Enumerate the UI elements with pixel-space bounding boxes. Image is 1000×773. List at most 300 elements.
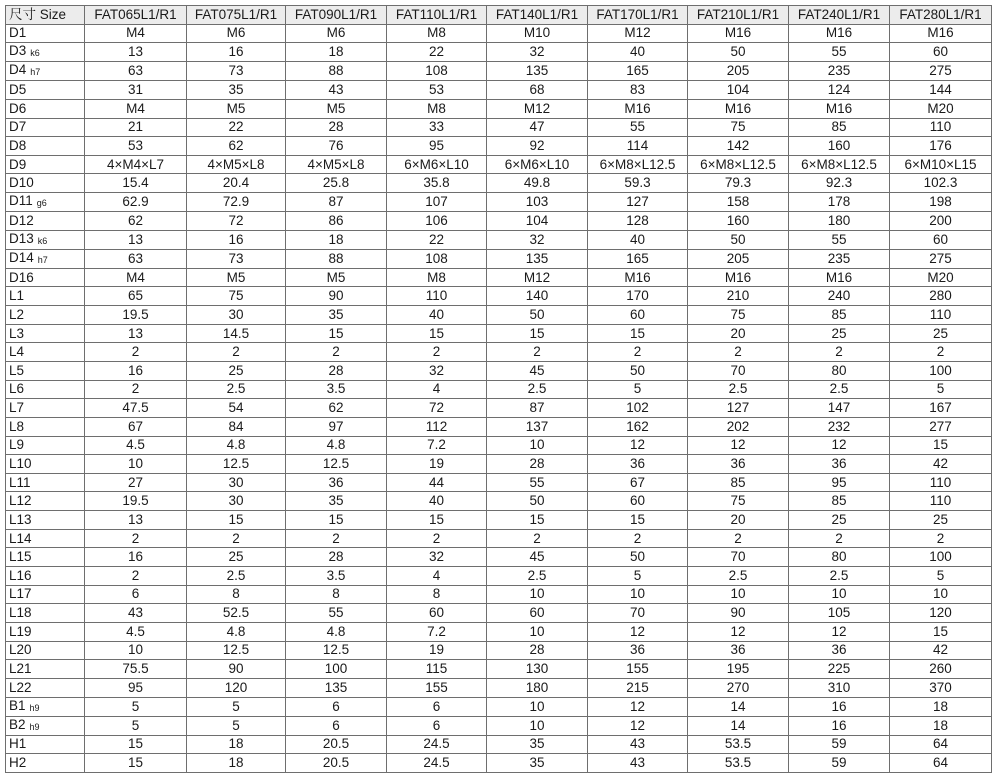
value-cell: M6 <box>286 24 387 43</box>
row-label: L5 <box>9 362 25 378</box>
value-cell: 50 <box>688 43 789 62</box>
value-cell: 280 <box>890 287 992 306</box>
value-cell: 6×M6×L10 <box>387 155 487 174</box>
value-cell: 4.8 <box>187 622 286 641</box>
row-label: L10 <box>9 455 32 471</box>
value-cell: 100 <box>890 548 992 567</box>
value-cell: 158 <box>688 193 789 212</box>
value-cell: 8 <box>286 585 387 604</box>
tolerance-label: h7 <box>37 254 48 265</box>
value-cell: M20 <box>890 268 992 287</box>
value-cell: 13 <box>85 511 187 530</box>
value-cell: 205 <box>688 62 789 81</box>
value-cell: 36 <box>286 473 387 492</box>
value-cell: 21 <box>85 118 187 137</box>
row-label: D4 <box>9 62 27 78</box>
value-cell: 235 <box>789 62 890 81</box>
value-cell: 85 <box>789 306 890 325</box>
row-label-cell <box>6 417 85 436</box>
value-cell: 110 <box>387 287 487 306</box>
dimension-spec-table <box>5 5 992 773</box>
value-cell: 2 <box>688 529 789 548</box>
header-model-cell: FAT090L1/R1 <box>286 6 387 25</box>
value-cell: 12.5 <box>187 455 286 474</box>
value-cell: 12 <box>688 436 789 455</box>
value-cell: 14 <box>688 697 789 716</box>
value-cell: 92.3 <box>789 174 890 193</box>
table-row <box>6 529 992 548</box>
value-cell: 135 <box>487 62 588 81</box>
value-cell: 18 <box>187 754 286 773</box>
value-cell: 4 <box>387 380 487 399</box>
value-cell: 95 <box>387 137 487 156</box>
value-cell: 43 <box>85 604 187 623</box>
value-cell: 170 <box>588 287 688 306</box>
row-label-cell <box>6 399 85 418</box>
row-label-cell <box>6 62 85 81</box>
header-model-cell: FAT210L1/R1 <box>688 6 789 25</box>
row-label-cell <box>6 622 85 641</box>
value-cell: 4.8 <box>187 436 286 455</box>
value-cell: 30 <box>187 306 286 325</box>
value-cell: 2 <box>187 343 286 362</box>
table-row <box>6 697 992 716</box>
value-cell: 107 <box>387 193 487 212</box>
value-cell: M10 <box>487 24 588 43</box>
value-cell: 2 <box>588 343 688 362</box>
value-cell: 36 <box>688 455 789 474</box>
table-row <box>6 455 992 474</box>
row-label-cell <box>6 99 85 118</box>
value-cell: 44 <box>387 473 487 492</box>
row-label-cell <box>6 249 85 268</box>
value-cell: 10 <box>487 622 588 641</box>
value-cell: 155 <box>387 678 487 697</box>
table-row <box>6 585 992 604</box>
header-model-cell: FAT075L1/R1 <box>187 6 286 25</box>
table-row <box>6 62 992 81</box>
value-cell: 18 <box>187 735 286 754</box>
value-cell: 49.8 <box>487 174 588 193</box>
row-label: L1 <box>9 288 25 304</box>
value-cell: 35 <box>286 492 387 511</box>
value-cell: 2 <box>890 343 992 362</box>
value-cell: 95 <box>85 678 187 697</box>
value-cell: 50 <box>588 361 688 380</box>
row-label-cell <box>6 324 85 343</box>
value-cell: 70 <box>688 361 789 380</box>
value-cell: 30 <box>187 492 286 511</box>
value-cell: 13 <box>85 43 187 62</box>
value-cell: 162 <box>588 417 688 436</box>
value-cell: 16 <box>187 43 286 62</box>
value-cell: 6×M6×L10 <box>487 155 588 174</box>
table-body <box>6 24 992 772</box>
value-cell: M12 <box>487 99 588 118</box>
value-cell: 53 <box>85 137 187 156</box>
value-cell: 22 <box>187 118 286 137</box>
header-model-cell: FAT065L1/R1 <box>85 6 187 25</box>
value-cell: 2.5 <box>187 567 286 586</box>
value-cell: 180 <box>487 678 588 697</box>
value-cell: 2 <box>387 529 487 548</box>
table-row <box>6 380 992 399</box>
value-cell: 15.4 <box>85 174 187 193</box>
table-row <box>6 343 992 362</box>
value-cell: 140 <box>487 287 588 306</box>
value-cell: 160 <box>688 212 789 231</box>
value-cell: 2 <box>85 343 187 362</box>
table-row <box>6 361 992 380</box>
value-cell: 5 <box>588 380 688 399</box>
value-cell: 16 <box>187 230 286 249</box>
table-row <box>6 174 992 193</box>
row-label: L16 <box>9 567 32 583</box>
value-cell: 16 <box>789 716 890 735</box>
value-cell: 114 <box>588 137 688 156</box>
value-cell: 235 <box>789 249 890 268</box>
row-label: L20 <box>9 642 32 658</box>
value-cell: 16 <box>85 361 187 380</box>
row-label: L12 <box>9 493 32 509</box>
value-cell: 15 <box>890 622 992 641</box>
row-label-cell <box>6 511 85 530</box>
value-cell: 59 <box>789 754 890 773</box>
value-cell: 54 <box>187 399 286 418</box>
value-cell: 155 <box>588 660 688 679</box>
value-cell: 2.5 <box>688 380 789 399</box>
value-cell: 36 <box>588 641 688 660</box>
value-cell: 135 <box>286 678 387 697</box>
value-cell: 310 <box>789 678 890 697</box>
table-row <box>6 99 992 118</box>
value-cell: 127 <box>588 193 688 212</box>
row-label: L7 <box>9 400 25 416</box>
row-label: L6 <box>9 381 25 397</box>
value-cell: 4.5 <box>85 622 187 641</box>
value-cell: 16 <box>789 697 890 716</box>
value-cell: 33 <box>387 118 487 137</box>
row-label-cell <box>6 343 85 362</box>
value-cell: 90 <box>187 660 286 679</box>
value-cell: 87 <box>487 399 588 418</box>
row-label: L13 <box>9 511 32 527</box>
value-cell: 110 <box>890 492 992 511</box>
row-label: D3 <box>9 43 27 59</box>
value-cell: 277 <box>890 417 992 436</box>
value-cell: 35 <box>187 81 286 100</box>
value-cell: 60 <box>890 43 992 62</box>
value-cell: 47.5 <box>85 399 187 418</box>
value-cell: 36 <box>588 455 688 474</box>
value-cell: 28 <box>487 641 588 660</box>
value-cell: 15 <box>487 511 588 530</box>
value-cell: 43 <box>588 735 688 754</box>
value-cell: 10 <box>85 455 187 474</box>
value-cell: 100 <box>286 660 387 679</box>
value-cell: 15 <box>588 324 688 343</box>
value-cell: 147 <box>789 399 890 418</box>
value-cell: 2 <box>588 529 688 548</box>
value-cell: 25 <box>789 511 890 530</box>
value-cell: 4.8 <box>286 436 387 455</box>
row-label-cell <box>6 678 85 697</box>
value-cell: 5 <box>187 716 286 735</box>
value-cell: 275 <box>890 62 992 81</box>
value-cell: 15 <box>387 324 487 343</box>
value-cell: 7.2 <box>387 622 487 641</box>
value-cell: M8 <box>387 24 487 43</box>
table-row <box>6 249 992 268</box>
row-label-cell <box>6 585 85 604</box>
row-label-cell <box>6 492 85 511</box>
value-cell: 120 <box>187 678 286 697</box>
row-label-cell <box>6 81 85 100</box>
value-cell: 8 <box>187 585 286 604</box>
value-cell: 19 <box>387 641 487 660</box>
row-label-cell <box>6 604 85 623</box>
value-cell: 180 <box>789 212 890 231</box>
value-cell: M4 <box>85 99 187 118</box>
value-cell: 128 <box>588 212 688 231</box>
value-cell: 2.5 <box>187 380 286 399</box>
value-cell: 18 <box>286 230 387 249</box>
value-cell: 15 <box>487 324 588 343</box>
value-cell: 19 <box>387 455 487 474</box>
value-cell: 4 <box>387 567 487 586</box>
value-cell: 115 <box>387 660 487 679</box>
row-label-cell <box>6 306 85 325</box>
row-label-cell <box>6 137 85 156</box>
value-cell: 20 <box>688 511 789 530</box>
value-cell: 6 <box>387 697 487 716</box>
value-cell: 88 <box>286 62 387 81</box>
value-cell: 103 <box>487 193 588 212</box>
value-cell: 18 <box>890 716 992 735</box>
row-label: B1 <box>9 697 26 713</box>
value-cell: 97 <box>286 417 387 436</box>
value-cell: 102.3 <box>890 174 992 193</box>
value-cell: 20.5 <box>286 754 387 773</box>
value-cell: 83 <box>588 81 688 100</box>
value-cell: 19.5 <box>85 492 187 511</box>
header-model-cell: FAT170L1/R1 <box>588 6 688 25</box>
table-row <box>6 735 992 754</box>
value-cell: 42 <box>890 455 992 474</box>
value-cell: 8 <box>387 585 487 604</box>
row-label-cell <box>6 548 85 567</box>
row-label-cell <box>6 735 85 754</box>
value-cell: 12 <box>789 436 890 455</box>
value-cell: 24.5 <box>387 754 487 773</box>
value-cell: 6×M10×L15 <box>890 155 992 174</box>
value-cell: 3.5 <box>286 567 387 586</box>
row-label: L2 <box>9 306 25 322</box>
value-cell: 10 <box>487 585 588 604</box>
value-cell: M5 <box>187 268 286 287</box>
header-model-cell: FAT110L1/R1 <box>387 6 487 25</box>
value-cell: 24.5 <box>387 735 487 754</box>
row-label-cell <box>6 529 85 548</box>
row-label: D5 <box>9 82 27 98</box>
value-cell: 15 <box>588 511 688 530</box>
value-cell: 12.5 <box>286 641 387 660</box>
table-row <box>6 137 992 156</box>
value-cell: 15 <box>85 735 187 754</box>
value-cell: 20 <box>688 324 789 343</box>
table-row <box>6 716 992 735</box>
value-cell: 13 <box>85 324 187 343</box>
value-cell: 124 <box>789 81 890 100</box>
row-label: L9 <box>9 437 25 453</box>
value-cell: 20.5 <box>286 735 387 754</box>
value-cell: M12 <box>588 24 688 43</box>
value-cell: 19.5 <box>85 306 187 325</box>
value-cell: 100 <box>890 361 992 380</box>
row-label: L18 <box>9 605 32 621</box>
value-cell: 12 <box>789 622 890 641</box>
table-row <box>6 118 992 137</box>
row-label: D7 <box>9 119 27 135</box>
row-label-cell <box>6 230 85 249</box>
spec-table-container <box>5 5 992 773</box>
table-row <box>6 417 992 436</box>
value-cell: 104 <box>487 212 588 231</box>
value-cell: 2.5 <box>487 380 588 399</box>
value-cell: 12 <box>588 716 688 735</box>
value-cell: 110 <box>890 118 992 137</box>
table-row <box>6 641 992 660</box>
value-cell: 35 <box>286 306 387 325</box>
value-cell: 28 <box>487 455 588 474</box>
value-cell: M16 <box>789 268 890 287</box>
row-label-cell <box>6 455 85 474</box>
value-cell: M5 <box>187 99 286 118</box>
value-cell: 127 <box>688 399 789 418</box>
value-cell: 15 <box>286 324 387 343</box>
value-cell: 10 <box>890 585 992 604</box>
value-cell: 25 <box>187 361 286 380</box>
value-cell: 4.8 <box>286 622 387 641</box>
value-cell: 110 <box>890 473 992 492</box>
value-cell: 135 <box>487 249 588 268</box>
table-row <box>6 399 992 418</box>
value-cell: M6 <box>187 24 286 43</box>
value-cell: 40 <box>387 306 487 325</box>
tolerance-label: k6 <box>37 235 48 246</box>
value-cell: 32 <box>487 43 588 62</box>
row-label-cell <box>6 155 85 174</box>
value-cell: 2 <box>789 343 890 362</box>
table-row <box>6 155 992 174</box>
value-cell: 12.5 <box>286 455 387 474</box>
value-cell: 59.3 <box>588 174 688 193</box>
value-cell: 84 <box>187 417 286 436</box>
tolerance-label: k6 <box>30 48 40 59</box>
value-cell: 2.5 <box>789 380 890 399</box>
value-cell: 2 <box>187 529 286 548</box>
value-cell: 45 <box>487 361 588 380</box>
value-cell: 167 <box>890 399 992 418</box>
row-label: D9 <box>9 156 27 172</box>
value-cell: 75 <box>688 492 789 511</box>
value-cell: 2 <box>487 529 588 548</box>
value-cell: 53.5 <box>688 735 789 754</box>
value-cell: M16 <box>688 268 789 287</box>
row-label-cell <box>6 212 85 231</box>
value-cell: M5 <box>286 268 387 287</box>
value-cell: 88 <box>286 249 387 268</box>
table-row <box>6 81 992 100</box>
value-cell: 62.9 <box>85 193 187 212</box>
value-cell: 60 <box>588 492 688 511</box>
value-cell: 60 <box>588 306 688 325</box>
value-cell: 108 <box>387 62 487 81</box>
row-label: L22 <box>9 679 32 695</box>
table-row <box>6 604 992 623</box>
header-model-cell: FAT280L1/R1 <box>890 6 992 25</box>
value-cell: 45 <box>487 548 588 567</box>
value-cell: 2 <box>890 529 992 548</box>
value-cell: 75.5 <box>85 660 187 679</box>
table-row <box>6 193 992 212</box>
row-label-cell <box>6 436 85 455</box>
value-cell: 2 <box>789 529 890 548</box>
value-cell: 40 <box>588 43 688 62</box>
value-cell: 205 <box>688 249 789 268</box>
value-cell: 200 <box>890 212 992 231</box>
value-cell: 15 <box>286 511 387 530</box>
value-cell: 5 <box>187 697 286 716</box>
value-cell: 65 <box>85 287 187 306</box>
value-cell: 13 <box>85 230 187 249</box>
value-cell: M12 <box>487 268 588 287</box>
value-cell: 6 <box>387 716 487 735</box>
row-label: L19 <box>9 623 32 639</box>
table-row <box>6 660 992 679</box>
value-cell: 55 <box>286 604 387 623</box>
value-cell: 6 <box>286 697 387 716</box>
value-cell: 215 <box>588 678 688 697</box>
value-cell: M16 <box>890 24 992 43</box>
value-cell: 55 <box>789 43 890 62</box>
value-cell: 110 <box>890 306 992 325</box>
value-cell: 68 <box>487 81 588 100</box>
row-label: D13 <box>9 230 34 246</box>
header-row <box>6 6 992 25</box>
row-label: L8 <box>9 418 25 434</box>
row-label: D11 <box>9 193 33 209</box>
value-cell: 120 <box>890 604 992 623</box>
value-cell: M16 <box>789 24 890 43</box>
value-cell: 36 <box>688 641 789 660</box>
value-cell: 76 <box>286 137 387 156</box>
value-cell: 10 <box>688 585 789 604</box>
value-cell: 144 <box>890 81 992 100</box>
row-label-cell <box>6 43 85 62</box>
table-row <box>6 306 992 325</box>
value-cell: 60 <box>387 604 487 623</box>
value-cell: 22 <box>387 43 487 62</box>
value-cell: 112 <box>387 417 487 436</box>
value-cell: 2 <box>487 343 588 362</box>
row-label-cell <box>6 268 85 287</box>
value-cell: 25 <box>789 324 890 343</box>
row-label-cell <box>6 660 85 679</box>
value-cell: 32 <box>387 548 487 567</box>
value-cell: 142 <box>688 137 789 156</box>
value-cell: 40 <box>387 492 487 511</box>
